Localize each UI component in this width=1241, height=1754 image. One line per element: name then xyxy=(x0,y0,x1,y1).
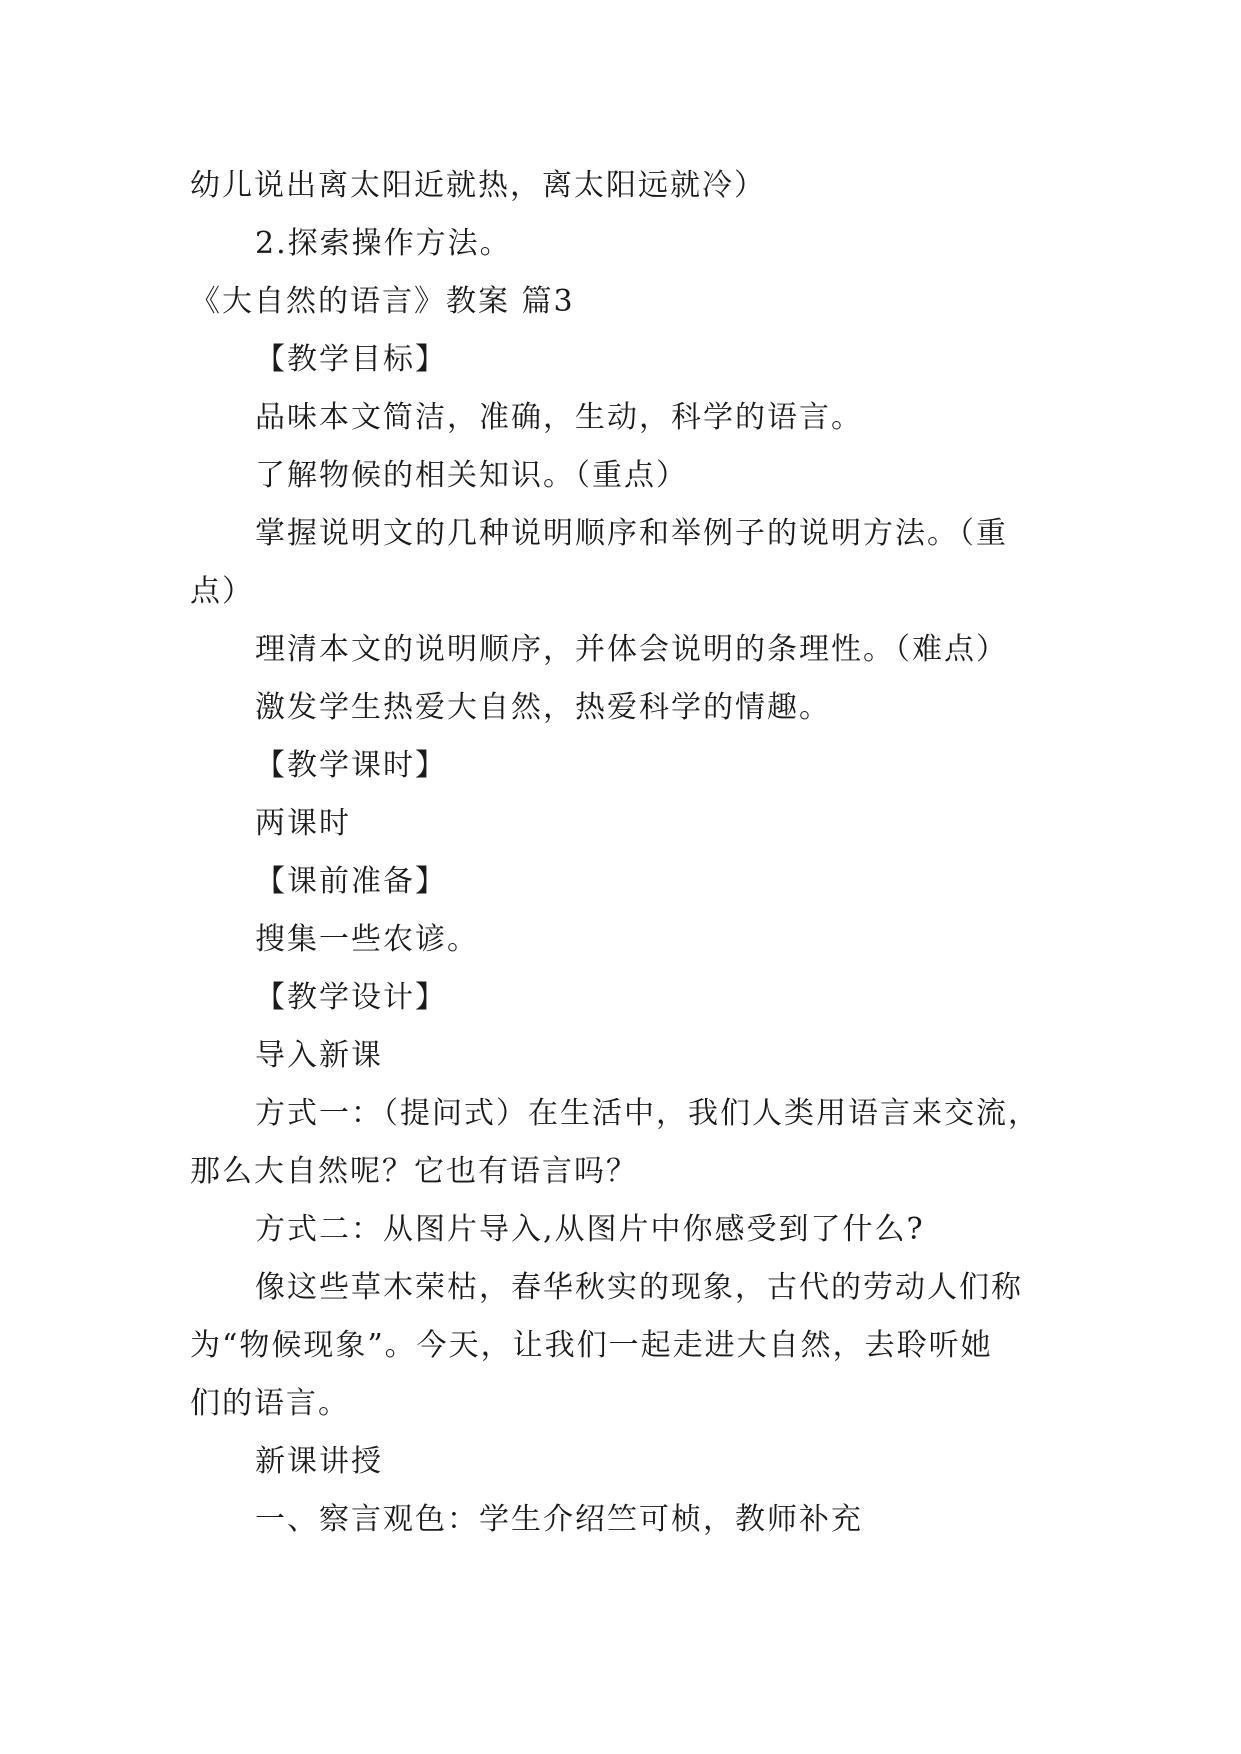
text-line: 了解物候的相关知识。（重点） xyxy=(255,458,688,493)
text-line: 方式一：（提问式）在生活中，我们人类用语言来交流， xyxy=(255,1096,1040,1131)
text-line: 理清本文的说明顺序，并体会说明的条理性。（难点） xyxy=(255,632,1008,667)
text-line: 们的语言。 xyxy=(190,1386,350,1421)
text-line: 导入新课 xyxy=(255,1038,383,1073)
text-line: 激发学生热爱大自然，热爱科学的情趣。 xyxy=(255,690,831,725)
text-line: 搜集一些农谚。 xyxy=(255,922,479,957)
text-line: 那么大自然呢？它也有语言吗？ xyxy=(190,1154,638,1189)
text-line: 幼儿说出离太阳近就热，离太阳远就冷） xyxy=(190,168,766,203)
text-line: 两课时 xyxy=(255,806,351,841)
section-heading: 【教学目标】 xyxy=(255,342,447,377)
text-line: 掌握说明文的几种说明顺序和举例子的说明方法。（重 xyxy=(255,516,1008,551)
text-line: 一、察言观色：学生介绍竺可桢，教师补充 xyxy=(255,1502,863,1537)
text-line: 方式二：从图片导入,从图片中你感受到了什么? xyxy=(255,1212,925,1247)
text-line: 品味本文简洁，准确，生动，科学的语言。 xyxy=(255,400,863,435)
text-line: 点） xyxy=(190,574,254,609)
section-heading: 【课前准备】 xyxy=(255,864,447,899)
section-heading: 【教学设计】 xyxy=(255,980,447,1015)
text-line: 为“物候现象”。今天，让我们一起走进大自然，去聆听她 xyxy=(190,1328,993,1363)
section-title: 《大自然的语言》教案 篇3 xyxy=(190,284,575,319)
text-line: 2.探索操作方法。 xyxy=(255,226,512,261)
section-heading: 【教学课时】 xyxy=(255,748,447,783)
text-line: 像这些草木荣枯，春华秋实的现象，古代的劳动人们称 xyxy=(255,1270,1023,1305)
text-line: 新课讲授 xyxy=(255,1444,383,1479)
